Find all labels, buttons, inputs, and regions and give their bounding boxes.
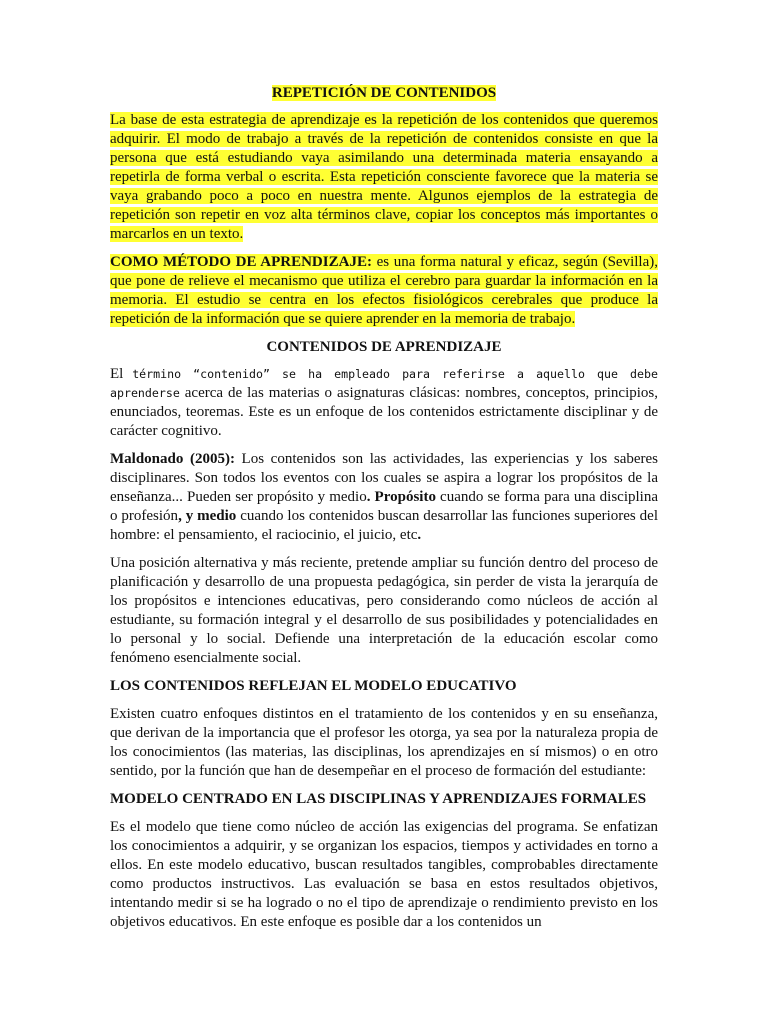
heading-modelo-educativo: LOS CONTENIDOS REFLEJAN EL MODELO EDUCATIVO — [110, 678, 517, 694]
heading-repeticion: REPETICIÓN DE CONTENIDOS — [271, 85, 497, 101]
paragraph-cuatro-enfoques: Existen cuatro enfoques distintos en el tratamiento de los contenidos y en su enseñanza, que derivan de la importancia que el profesor les otorga, ya sea por la naturaleza propia de los conocimientos (las materias, las disciplinas, los aprendizajes en sí mismos) o en otro sentido, por la función que han de desempeñar en el proceso de formación del estudiante: — [110, 706, 658, 779]
heading-contenidos-aprendizaje: CONTENIDOS DE APRENDIZAJE — [266, 339, 502, 355]
paragraph-modelo-programa: Es el modelo que tiene como núcleo de acción las exigencias del programa. Se enfatizan los conocimientos a adquirir, y se organizan los espacios, tiempos y actividades en torno a ellos. En este modelo educativo, buscan resultados tangibles, comprobables directamente como productos instructivos. Las evaluación se basa en estos resultados objetivos, intentando medir si se ha logrado o no el tipo de aprendizaje o rendimiento previsto en los objetivos educativos. En este enfoque es posible dar a los contenidos un — [110, 819, 658, 930]
metodo-lead: COMO MÉTODO DE APRENDIZAJE: — [110, 254, 372, 270]
maldonado-citation: Maldonado (2005): — [110, 451, 235, 467]
paragraph-posicion-alternativa: Una posición alternativa y más reciente, pretende ampliar su función dentro del proceso de planificación y desarrollo de una propuesta pedagógica, sin perder de vista la jerarquía de los propósitos e intenciones educativas, pero considerando como núcleos de acción al estudiante, su formación integral y el desarrollo de sus posibilidades y potencialidades en lo personal y lo social. Defiende una interpretación de la educación escolar como fenómeno esencialmente social. — [110, 555, 658, 666]
paragraph-repeticion: La base de esta estrategia de aprendizaje es la repetición de los contenidos que queremos adquirir. El modo de trabajo a través de la repetición de contenidos consiste en que la persona que está estudiando vaya asimilando una determinada materia ensayando a repetirla de forma verbal o escrita. Esta repetición consciente favorece que la materia se vaya grabando poco a poco en nuestra mente. Algunos ejemplos de la estrategia de repetición son repetir en voz alta términos clave, copiar los conceptos más importantes o marcarlos en un texto. — [110, 112, 658, 242]
paragraph-maldonado: Maldonado (2005): Los contenidos son las actividades, las experiencias y los saberes disciplinares. Son todos los eventos con los cuales se aspira a lograr los propósitos de la enseñanza... Pueden ser propósito y medio. Propósito cuando se forma para una disciplina o profesión, y medio cuando los contenidos buscan desarrollar las funciones superiores del hombre: el pensamiento, el raciocinio, el juicio, etc. — [110, 451, 658, 543]
paragraph-metodo: COMO MÉTODO DE APRENDIZAJE: es una forma natural y eficaz, según (Sevilla), que pone de relieve el mecanismo que utiliza el cerebro para guardar la información en la memoria. El estudio se centra en los efectos fisiológicos cerebrales que produce la repetición de la información que se quiere aprender en la memoria de trabajo. — [110, 254, 658, 327]
heading-modelo-disciplinas: MODELO CENTRADO EN LAS DISCIPLINAS Y APRENDIZAJES FORMALES — [110, 791, 647, 807]
document-page — [110, 84, 658, 941]
paragraph-termino-contenido: El término “contenido” se ha empleado para referirse a aquello que debe aprenderse acerca de las materias o asignaturas clásicas: nombres, conceptos, principios, enunciados, teoremas. Este es un enfoque de los contenidos estrictamente disciplinar y de carácter cognitivo. — [110, 366, 658, 439]
